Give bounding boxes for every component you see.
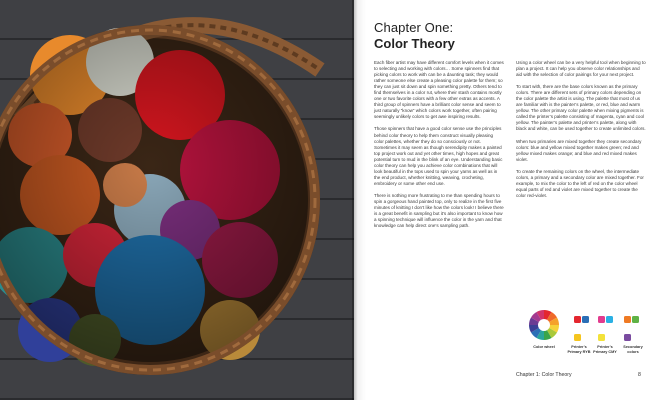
- color-swatch: [624, 316, 631, 323]
- page-number: 8: [638, 372, 641, 378]
- color-swatch: [632, 316, 639, 323]
- chapter-title: Color Theory: [374, 36, 455, 51]
- color-swatch: [598, 316, 605, 323]
- paragraph: Those spinners that have a good color sense use the principles behind color theory to help them construct visually pleasing color palettes, whether they do so consciously or not. Sometimes it may seem as though serendipity makes a painted top project work out and yet other times, high hopes and great potential turn to mud in the blink of an eye. Understanding basic color theory can help you achieve color combinations that will look beautiful in the tops used to spin your yarns as well as in the end product, whether knitting, weaving, crocheting, embroidery or some other end use.: [374, 126, 503, 186]
- color-swatch: [598, 334, 605, 341]
- text-page: [366, 0, 657, 400]
- color-swatch: [574, 316, 581, 323]
- body-column-left: [374, 60, 504, 235]
- color-wheel-graphic: [528, 309, 560, 341]
- page-gutter: [352, 0, 366, 400]
- paragraph: Each fiber artist may have different comfort levels when it comes to selecting and working with colors… Some spinners find that picking colors to work with can be a daunting task; they would rather someone else create a pleasing color palette for them; so they can just sit down and spin something pretty. Others tend to find themselves in a color rut, where their stash contains mostly one or two favorite colors with a few other extras as accents. A third group of spinners have a brilliant color sense and seem to just naturally “know” which colors work together, often pairing seemingly unlikely colors to get awe inspiring results.: [374, 60, 504, 120]
- swatches-ryb: [574, 311, 592, 347]
- swatches-secondary: [624, 311, 642, 347]
- paragraph: To create the remaining colors on the wheel, the intermediate colors, a primary and a secondary color are mixed together. For example, to mix the color to the left of red on the color wheel equal parts of red and violet are mixed together to create the color red-violet.: [516, 168, 644, 198]
- caption-ryb: Printer’s Primary RYB: [567, 345, 591, 354]
- color-figure: [516, 309, 656, 365]
- color-swatch: [582, 316, 589, 323]
- swatches-cmy: [598, 311, 616, 347]
- body-column-right: [516, 60, 646, 205]
- color-swatch: [624, 334, 631, 341]
- caption-secondary: Secondary colors: [623, 345, 643, 354]
- paragraph: There is nothing more frustrating to me than spending hours to spin a gorgeous hand painted top, only to realize in the first five minutes of knitting I don’t like how the colors look! I believe there is a great benefit in sampling but it’s also important to know how a spinning technique will influence the color in the yarn and that knowledge can help direct one’s sampling path.: [374, 192, 504, 229]
- chapter-label: Chapter One:: [374, 20, 454, 35]
- caption-color-wheel: Color wheel: [533, 345, 555, 349]
- paragraph: When two primaries are mixed together they create secondary colors: blue and yellow mixed together makes green; red and yellow mixed makes orange; and blue and red mixed makes violet.: [516, 138, 642, 162]
- paragraph: Using a color wheel can be a very helpful tool when beginning to plan a project. It can help you observe color relationships and aid with the selection of color pairings for your next project.: [516, 60, 646, 78]
- color-swatch: [574, 334, 581, 341]
- paragraph: To start with, there are the base colors known as the primary colors. There are different sets of primary colors depending on the color palette the artist is using. The palette that most of us are familiar with is the painter’s palette, or red, blue and warm yellow. The other primary color palette when mixing pigments is called the printer’s palette consisting of magenta, cyan and cool yellow. The painter’s palette and printer’s palette, along with black and white, can be used together to create unlimited colors.: [516, 84, 646, 132]
- caption-cmy: Printer’s Primary CMY: [593, 345, 617, 354]
- color-swatch: [606, 316, 613, 323]
- running-footer: Chapter 1: Color Theory: [516, 372, 572, 378]
